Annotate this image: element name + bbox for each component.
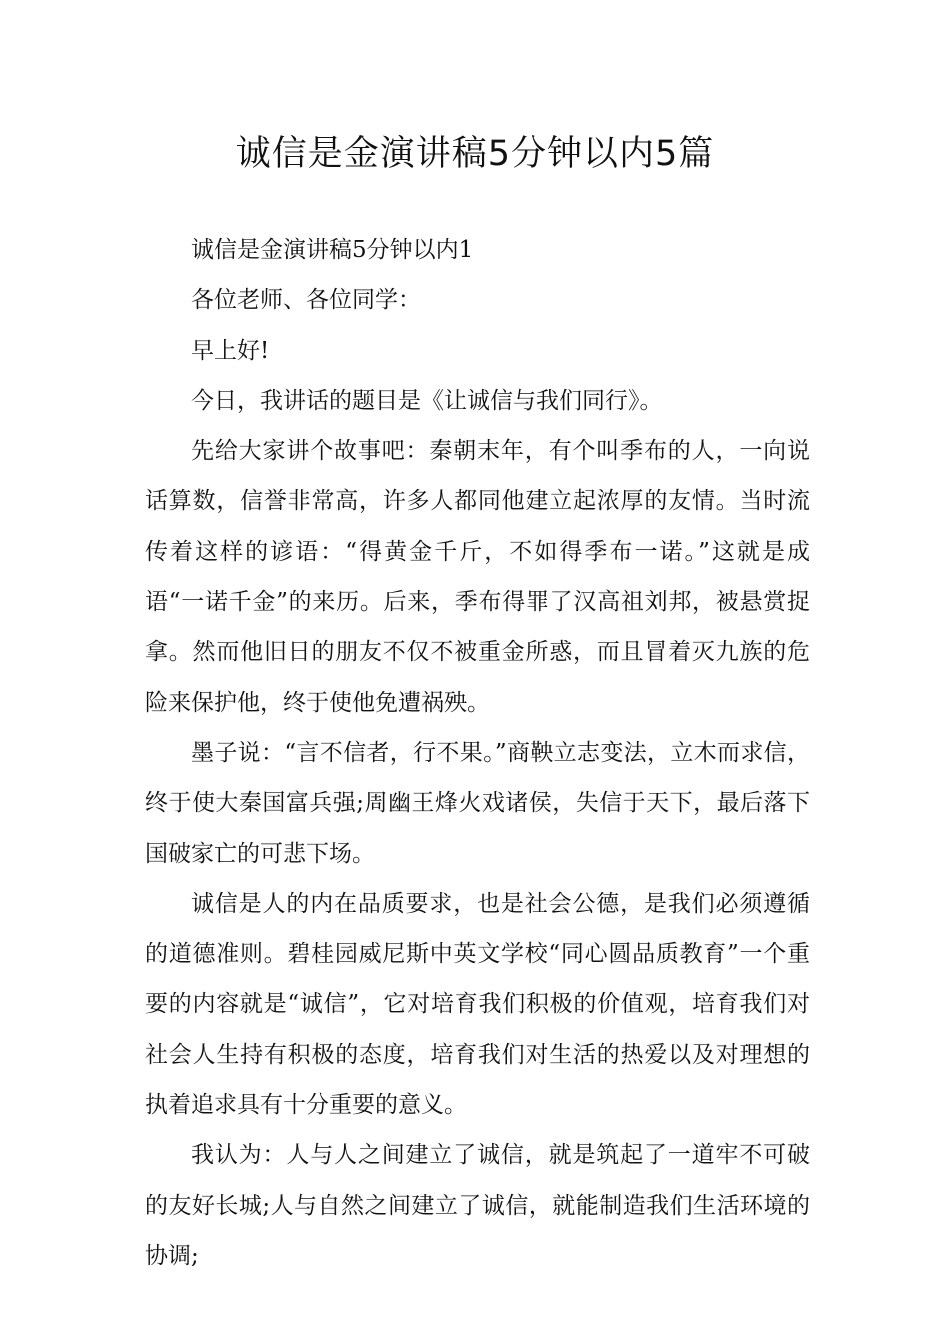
paragraph-mozi: 墨子说：“言不信者，行不果。”商鞅立志变法，立木而求信，终于使大秦国富兵强;周幽王烽火戏诸侯，失信于天下，最后落下国破家亡的可悲下场。 (145, 739, 810, 867)
paragraph-integrity: 诚信是人的内在品质要求，也是社会公德，是我们必须遵循的道德准则。碧桂园威尼斯中英文学校“同心圆品质教育”一个重要的内容就是“诚信”，它对培育我们积极的价值观，培育我们对社会人生持有积极的态度，培育我们对生活的热爱以及对理想的执着追求具有十分重要的意义。 (145, 890, 810, 1119)
paragraph-greeting: 早上好! (191, 337, 270, 364)
paragraph-topic: 今日，我讲话的题目是《让诚信与我们同行》。 (191, 387, 663, 414)
document-body (145, 225, 810, 1281)
paragraph-greeting-audience: 各位老师、各位同学： (191, 287, 421, 314)
paragraph-heading: 诚信是金演讲稿5分钟以内1 (191, 237, 474, 263)
paragraph-story: 先给大家讲个故事吧：秦朝末年，有个叫季布的人，一向说话算数，信誉非常高，许多人都同他建立起浓厚的友情。当时流传着这样的谚语：“得黄金千斤，不如得季布一诺。”这就是成语“一诺千金”的来历。后来，季布得罪了汉高祖刘邦，被悬赏捉拿。然而他旧日的朋友不仅不被重金所惑，而且冒着灭九族的危险来保护他，终于使他免遭祸殃。 (145, 438, 810, 716)
paragraph-opinion: 我认为：人与人之间建立了诚信，就是筑起了一道牢不可破的友好长城;人与自然之间建立了诚信，就能制造我们生活环境的协调; (145, 1142, 810, 1269)
document-title: 诚信是金演讲稿5分钟以内5篇 (235, 134, 715, 174)
